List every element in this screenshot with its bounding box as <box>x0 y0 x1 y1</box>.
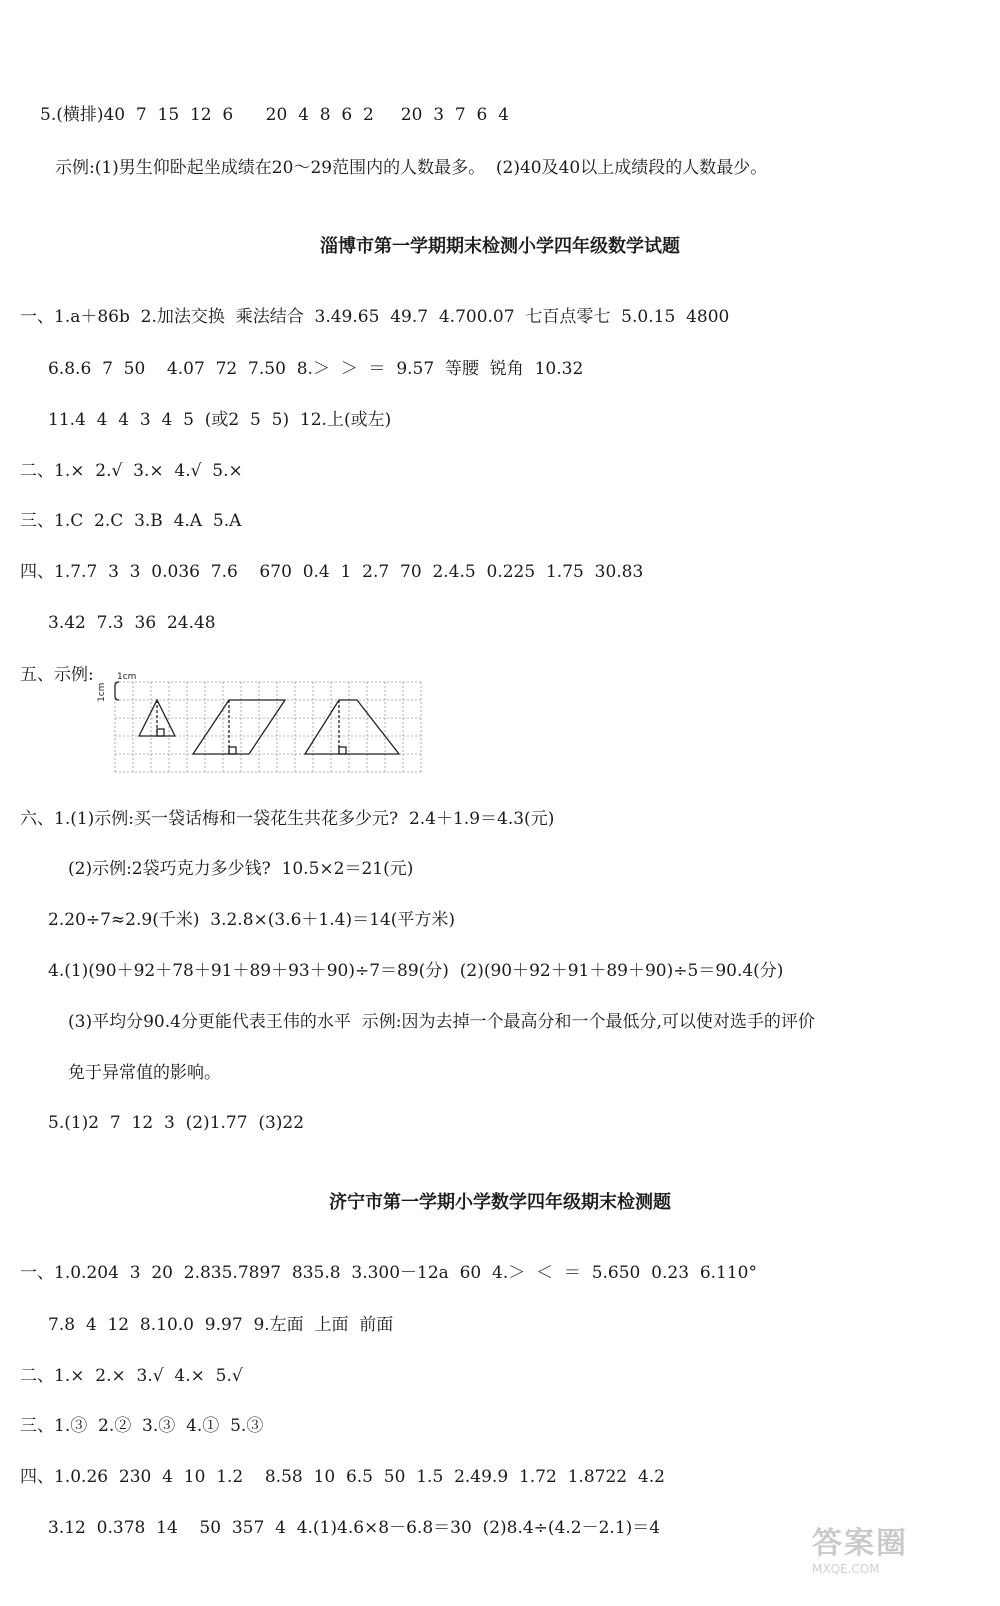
parallelogram-shape <box>193 700 285 754</box>
grid-label-h: 1cm <box>117 672 137 682</box>
answer-line: 7.8 4 12 8.10.0 9.97 9.左面 上面 前面 <box>48 1315 394 1335</box>
answer-line: 4.(1)(90＋92＋78＋91＋89＋93＋90)÷7＝89(分) (2)(90＋92＋91＋89＋90)÷5＝90.4(分) <box>48 961 784 981</box>
answer-line: 四、1.7.7 3 3 0.036 7.6 670 0.4 1 2.7 70 2.4.5 0.225 1.75 30.83 <box>20 562 644 582</box>
answer-line: 二、1.× 2.× 3.√ 4.× 5.√ <box>20 1366 243 1386</box>
answer-line: 3.12 0.378 14 50 357 4 4.(1)4.6×8－6.8＝30 (2)8.4÷(4.2－2.1)＝4 <box>48 1518 661 1538</box>
answer-line: 11.4 4 4 3 4 5 (或2 5 5) 12.上(或左) <box>48 410 392 430</box>
grid-svg <box>95 672 435 780</box>
answer-line: 免于异常值的影响。 <box>68 1063 221 1083</box>
answer-line: 三、1.C 2.C 3.B 4.A 5.A <box>20 511 242 531</box>
answer-line: 四、1.0.26 230 4 10 1.2 8.58 10 6.5 50 1.5 2.49.9 1.72 1.8722 4.2 <box>20 1467 665 1487</box>
answer-line: 6.8.6 7 50 4.07 72 7.50 8.＞ ＞ ＝ 9.57 等腰 锐角 10.32 <box>48 359 584 379</box>
answer-line: 5.(横排)40 7 15 12 6 20 4 8 6 2 20 3 7 6 4 <box>40 105 509 125</box>
answer-line: 示例:(1)男生仰卧起坐成绩在20～29范围内的人数最多。 (2)40及40以上成绩段的人数最少。 <box>55 158 768 178</box>
answer-line: 六、1.(1)示例:买一袋话梅和一袋花生共花多少元? 2.4＋1.9＝4.3(元) <box>20 809 555 829</box>
answer-line: (2)示例:2袋巧克力多少钱? 10.5×2＝21(元) <box>68 859 414 879</box>
answer-line: 5.(1)2 7 12 3 (2)1.77 (3)22 <box>48 1113 305 1133</box>
answer-line: 一、1.a＋86b 2.加法交换 乘法结合 3.49.65 49.7 4.700.07 七百点零七 5.0.15 4800 <box>20 307 730 327</box>
answer-line: (3)平均分90.4分更能代表王伟的水平 示例:因为去掉一个最高分和一个最低分,可以使对选手的评价 <box>68 1012 815 1032</box>
geometry-grid-figure <box>95 672 435 780</box>
answer-line: 三、1.③ 2.② 3.③ 4.① 5.③ <box>20 1416 264 1436</box>
watermark-logo: 答案圈 MXQE.COM <box>812 1526 908 1576</box>
section-title: 济宁市第一学期小学数学四年级期末检测题 <box>329 1192 671 1213</box>
section-title: 淄博市第一学期期末检测小学四年级数学试题 <box>320 236 680 257</box>
answer-line: 3.42 7.3 36 24.48 <box>48 613 216 633</box>
answer-line: 2.20÷7≈2.9(千米) 3.2.8×(3.6＋1.4)＝14(平方米) <box>48 910 455 930</box>
answer-line: 一、1.0.204 3 20 2.835.7897 835.8 3.300－12a 60 4.＞ ＜ ＝ 5.650 0.23 6.110° <box>20 1263 758 1283</box>
answer-line: 二、1.× 2.√ 3.× 4.√ 5.× <box>20 461 243 481</box>
answer-line: 五、示例: <box>20 665 94 685</box>
grid-label-v: 1cm <box>97 682 107 702</box>
